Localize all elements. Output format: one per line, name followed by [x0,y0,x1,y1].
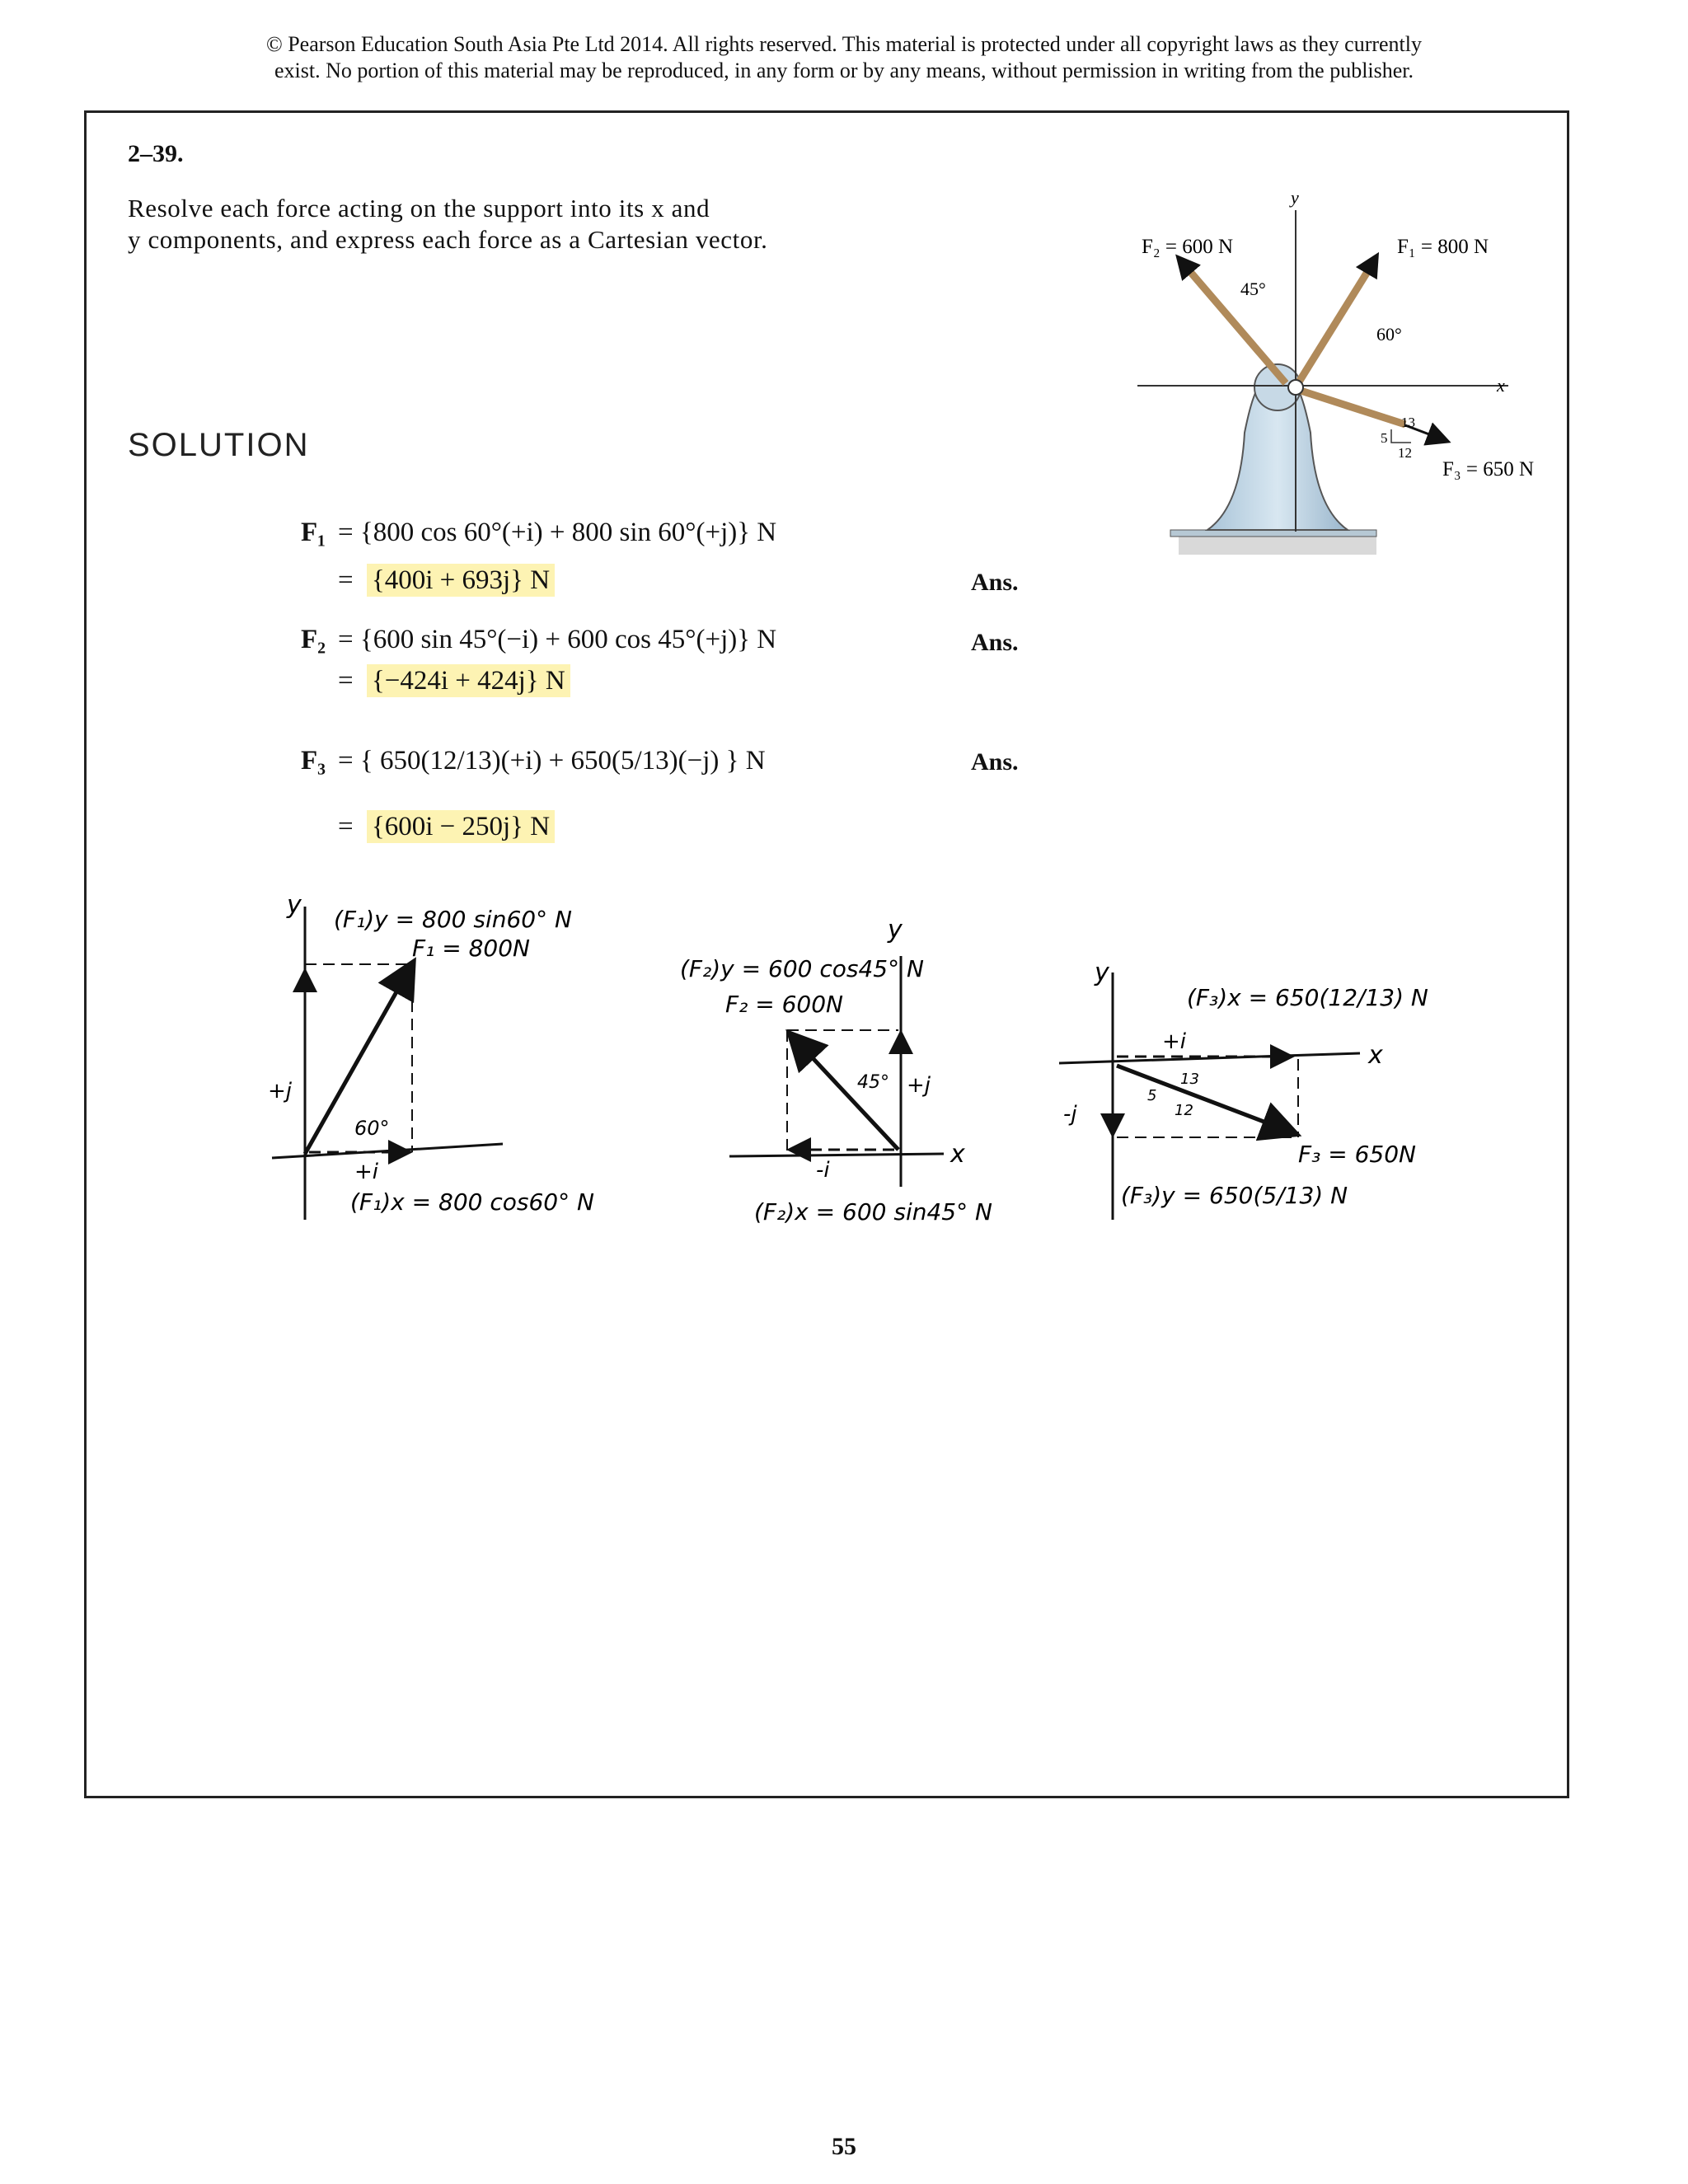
label-tri-13: 13 [1401,415,1415,430]
s2-y-label: y [888,916,903,944]
label-f1: F₁ = 800 N [1397,236,1489,258]
s3-12-label: 12 [1175,1102,1193,1119]
s3-fx-label: (F₃)x = 650(12/13) N [1187,984,1428,1011]
answer-label-3: Ans. [971,748,1019,776]
cable-f3 [1298,390,1405,424]
copyright-notice [0,31,1688,84]
s2-fx-label: (F₂)x = 600 sin45° N [754,1198,992,1226]
cable-f1 [1298,268,1370,383]
s3-force-vector [1117,1066,1294,1133]
cable-f2 [1187,268,1286,383]
s3-5-label: 5 [1147,1087,1157,1104]
s3-13-label: 13 [1180,1071,1199,1088]
f1-result: {400i + 693j} N [367,564,555,597]
f1-symbol: F₁ [301,518,326,547]
f1-equals: = [338,565,354,595]
s2-angle-label: 45° [857,1072,889,1093]
page-number: 55 [832,2133,856,2160]
sketch-f2 [672,915,1018,1244]
solution-heading: SOLUTION [128,427,310,463]
s2-f-label: F₂ = 600N [725,991,843,1018]
s2-plusj-label: +j [907,1073,931,1098]
f2-expression: = {600 sin 45°(−i) + 600 cos 45°(+j)} N [338,625,777,654]
arrow-f1 [1368,256,1376,270]
pin-hole [1288,380,1303,395]
s3-y-label: y [1095,958,1109,987]
base-plate [1170,530,1376,537]
f2-symbol: F₂ [301,625,326,654]
copyright-line-1: © Pearson Education South Asia Pte Ltd 2014. All rights reserved. This material is protected under all copyright laws as they currently [265,32,1423,56]
s2-minusi-label: -i [816,1158,830,1183]
label-angle-60: 60° [1376,324,1402,344]
s1-fy-label: (F₁)y = 800 sin60° N [334,906,572,933]
s2-x-axis [729,1154,944,1156]
problem-figure [1129,185,1566,573]
problem-line-1: Resolve each force acting on the support into its x and [128,194,710,223]
s1-plusi-label: +i [354,1160,379,1184]
label-f2: F₂ = 600 N [1142,236,1234,258]
answer-label-2: Ans. [971,629,1019,656]
problem-line-2: y components, and express each force as a Cartesian vector. [128,225,768,254]
slope-triangle [1391,429,1411,443]
label-x-axis: x [1497,375,1505,396]
copyright-line-2: exist. No portion of this material may be reproduced, in any form or by any means, without permission in writing from the publisher. [274,59,1414,82]
s1-y-label: y [287,891,302,920]
s1-angle-label: 60° [354,1117,390,1140]
s3-f-label: F₃ = 650N [1298,1141,1416,1168]
s2-x-label: x [950,1140,965,1169]
f3-symbol: F₃ [301,746,326,776]
problem-statement [128,193,771,255]
s2-fy-label: (F₂)y = 600 cos45° N [680,955,924,982]
s1-plusj-label: +j [268,1079,293,1104]
label-tri-5: 5 [1381,430,1388,446]
s3-fy-label: (F₃)y = 650(5/13) N [1121,1182,1348,1209]
s3-plusi-label: +i [1162,1029,1187,1054]
equation-f1-line2 [338,565,555,596]
problem-number: 2–39. [128,140,184,167]
label-tri-12: 12 [1398,445,1412,461]
s3-x-axis [1059,1053,1360,1063]
answer-label-1: Ans. [971,569,1019,596]
sketch-f3 [1055,948,1451,1261]
s3-minusj-label: -j [1063,1102,1077,1127]
f3-equals: = [338,812,354,841]
label-f3: F₃ = 650 N [1442,458,1535,480]
f2-equals: = [338,666,354,696]
s3-x-label: x [1368,1041,1383,1070]
f2-result: {−424i + 424j} N [367,664,570,697]
f1-expression: = {800 cos 60°(+i) + 800 sin 60°(+j)} N [338,518,777,547]
equation-f2-line2 [338,666,570,696]
s1-fx-label: (F₁)x = 800 cos60° N [350,1188,594,1216]
label-angle-45: 45° [1240,279,1266,299]
equation-f3-line2 [338,812,555,842]
arrow-f2 [1179,258,1189,269]
sketch-f1 [264,890,610,1220]
label-y-axis: y [1291,187,1299,208]
f3-result: {600i − 250j} N [367,810,555,843]
s1-f-label: F₁ = 800N [412,935,530,962]
f3-expression: = { 650(12/13)(+i) + 650(5/13)(−j) } N [338,746,766,776]
